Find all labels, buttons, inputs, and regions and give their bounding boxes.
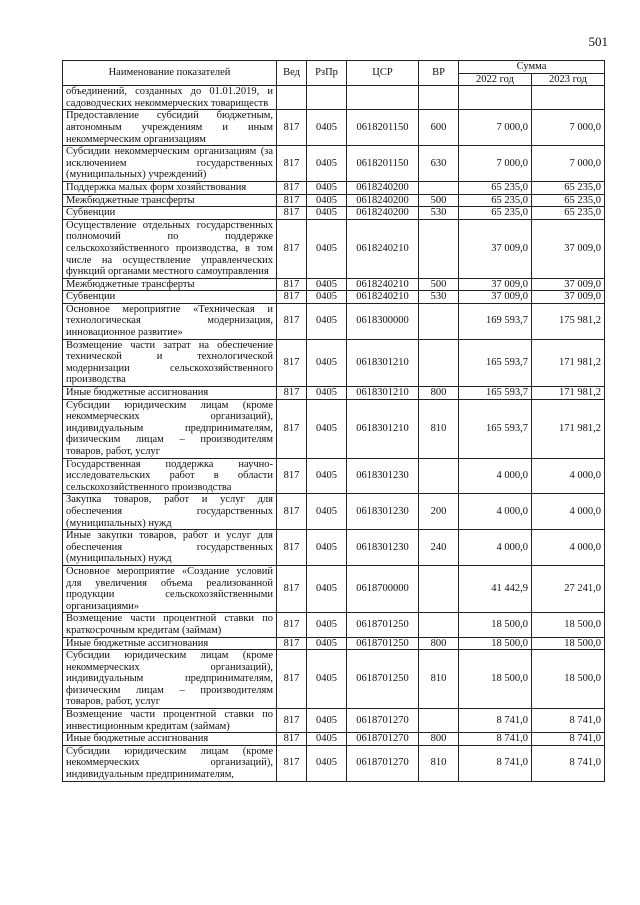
cell-name: Основное мероприятие «Создание условий для увеличения объема реализованной продукции сельскохозяйственными организациями» — [63, 565, 277, 612]
cell-sum-2022: 65 235,0 — [459, 207, 532, 220]
cell-csr: 0618301210 — [347, 339, 419, 386]
cell-csr: 0618301210 — [347, 387, 419, 400]
cell-ved: 817 — [277, 110, 307, 146]
table-row — [63, 650, 605, 709]
cell-rzpr: 0405 — [307, 565, 347, 612]
cell-vr — [419, 303, 459, 339]
cell-sum-2023: 4 000,0 — [532, 494, 605, 530]
cell-sum-2022: 7 000,0 — [459, 146, 532, 182]
cell-ved: 817 — [277, 733, 307, 746]
table-row — [63, 387, 605, 400]
cell-vr: 200 — [419, 494, 459, 530]
cell-name: Закупка товаров, работ и услуг для обеспечения государственных (муниципальных) нужд — [63, 494, 277, 530]
cell-csr: 0618201150 — [347, 110, 419, 146]
cell-sum-2023 — [532, 86, 605, 110]
cell-name: Возмещение части затрат на обеспечение технической и технологической модернизации сельскохозяйственного производства — [63, 339, 277, 386]
cell-name: Субсидии юридическим лицам (кроме некоммерческих организаций), индивидуальным предпринимателям, — [63, 745, 277, 781]
cell-csr: 0618240210 — [347, 291, 419, 304]
cell-rzpr: 0405 — [307, 387, 347, 400]
cell-sum-2023: 8 741,0 — [532, 745, 605, 781]
cell-name: Иные закупки товаров, работ и услуг для обеспечения государственных (муниципальных) нужд — [63, 530, 277, 566]
cell-sum-2023: 37 009,0 — [532, 219, 605, 278]
cell-sum-2022: 37 009,0 — [459, 219, 532, 278]
cell-name: Основное мероприятие «Техническая и технологическая модернизация, инновационное развитие» — [63, 303, 277, 339]
cell-sum-2023: 27 241,0 — [532, 565, 605, 612]
cell-sum-2022: 165 593,7 — [459, 387, 532, 400]
cell-sum-2023: 37 009,0 — [532, 278, 605, 291]
table-row — [63, 181, 605, 194]
cell-ved: 817 — [277, 194, 307, 207]
table-row — [63, 399, 605, 458]
cell-sum-2022: 18 500,0 — [459, 637, 532, 650]
cell-ved: 817 — [277, 303, 307, 339]
cell-sum-2023: 18 500,0 — [532, 650, 605, 709]
cell-vr — [419, 565, 459, 612]
cell-name: Субсидии некоммерческим организациям (за исключением государственных (муниципальных) учреждений) — [63, 146, 277, 182]
cell-sum-2022: 7 000,0 — [459, 110, 532, 146]
cell-sum-2023: 65 235,0 — [532, 194, 605, 207]
cell-name: Межбюджетные трансферты — [63, 194, 277, 207]
cell-sum-2023: 7 000,0 — [532, 110, 605, 146]
cell-vr: 240 — [419, 530, 459, 566]
cell-sum-2023: 171 981,2 — [532, 387, 605, 400]
cell-rzpr: 0405 — [307, 146, 347, 182]
cell-sum-2022: 65 235,0 — [459, 181, 532, 194]
cell-ved: 817 — [277, 530, 307, 566]
cell-ved: 817 — [277, 278, 307, 291]
header-year-2022: 2022 год — [459, 73, 532, 86]
table-row — [63, 339, 605, 386]
cell-sum-2022: 41 442,9 — [459, 565, 532, 612]
cell-csr: 0618301230 — [347, 494, 419, 530]
cell-sum-2023: 8 741,0 — [532, 733, 605, 746]
cell-csr — [347, 86, 419, 110]
cell-vr: 630 — [419, 146, 459, 182]
cell-rzpr: 0405 — [307, 637, 347, 650]
cell-csr: 0618300000 — [347, 303, 419, 339]
cell-name: Иные бюджетные ассигнования — [63, 637, 277, 650]
cell-rzpr: 0405 — [307, 219, 347, 278]
header-ved: Вед — [277, 61, 307, 86]
cell-csr: 0618240200 — [347, 181, 419, 194]
cell-name: Предоставление субсидий бюджетным, автономным учреждениям и иным некоммерческим организациям — [63, 110, 277, 146]
cell-csr: 0618701270 — [347, 733, 419, 746]
cell-vr: 600 — [419, 110, 459, 146]
cell-name: Поддержка малых форм хозяйствования — [63, 181, 277, 194]
header-vr: ВР — [419, 61, 459, 86]
cell-rzpr: 0405 — [307, 278, 347, 291]
cell-sum-2022: 37 009,0 — [459, 291, 532, 304]
cell-vr: 800 — [419, 387, 459, 400]
table-row — [63, 745, 605, 781]
cell-rzpr: 0405 — [307, 733, 347, 746]
cell-sum-2022: 169 593,7 — [459, 303, 532, 339]
cell-vr — [419, 709, 459, 733]
cell-rzpr: 0405 — [307, 494, 347, 530]
cell-vr: 810 — [419, 399, 459, 458]
cell-sum-2022: 37 009,0 — [459, 278, 532, 291]
cell-vr: 500 — [419, 194, 459, 207]
cell-sum-2022 — [459, 86, 532, 110]
cell-sum-2023: 65 235,0 — [532, 181, 605, 194]
table-row — [63, 110, 605, 146]
cell-csr: 0618240210 — [347, 219, 419, 278]
cell-name: Иные бюджетные ассигнования — [63, 733, 277, 746]
cell-ved: 817 — [277, 458, 307, 494]
cell-sum-2023: 37 009,0 — [532, 291, 605, 304]
cell-csr: 0618301210 — [347, 399, 419, 458]
cell-rzpr: 0405 — [307, 194, 347, 207]
cell-name: Возмещение части процентной ставки по краткосрочным кредитам (займам) — [63, 613, 277, 637]
table-row — [63, 194, 605, 207]
cell-ved: 817 — [277, 219, 307, 278]
cell-ved: 817 — [277, 709, 307, 733]
cell-sum-2023: 7 000,0 — [532, 146, 605, 182]
cell-rzpr: 0405 — [307, 303, 347, 339]
cell-name: Межбюджетные трансферты — [63, 278, 277, 291]
cell-sum-2023: 175 981,2 — [532, 303, 605, 339]
cell-sum-2023: 8 741,0 — [532, 709, 605, 733]
cell-ved: 817 — [277, 565, 307, 612]
cell-ved: 817 — [277, 181, 307, 194]
cell-ved — [277, 86, 307, 110]
cell-sum-2023: 18 500,0 — [532, 613, 605, 637]
table-row — [63, 278, 605, 291]
cell-name: Субвенции — [63, 207, 277, 220]
cell-vr — [419, 458, 459, 494]
table-row — [63, 207, 605, 220]
cell-vr: 810 — [419, 745, 459, 781]
cell-rzpr: 0405 — [307, 181, 347, 194]
table-row — [63, 494, 605, 530]
cell-sum-2022: 4 000,0 — [459, 458, 532, 494]
cell-name: Иные бюджетные ассигнования — [63, 387, 277, 400]
cell-vr — [419, 339, 459, 386]
cell-csr: 0618301230 — [347, 458, 419, 494]
cell-csr: 0618700000 — [347, 565, 419, 612]
cell-sum-2022: 4 000,0 — [459, 530, 532, 566]
cell-rzpr: 0405 — [307, 745, 347, 781]
cell-ved: 817 — [277, 745, 307, 781]
cell-sum-2022: 4 000,0 — [459, 494, 532, 530]
cell-ved: 817 — [277, 637, 307, 650]
cell-sum-2023: 18 500,0 — [532, 637, 605, 650]
cell-vr — [419, 181, 459, 194]
table-row — [63, 86, 605, 110]
cell-sum-2022: 165 593,7 — [459, 399, 532, 458]
cell-sum-2022: 8 741,0 — [459, 709, 532, 733]
cell-sum-2023: 65 235,0 — [532, 207, 605, 220]
table-row — [63, 530, 605, 566]
cell-csr: 0618240200 — [347, 194, 419, 207]
cell-rzpr: 0405 — [307, 709, 347, 733]
cell-ved: 817 — [277, 399, 307, 458]
cell-csr: 0618201150 — [347, 146, 419, 182]
cell-csr: 0618240200 — [347, 207, 419, 220]
table-row — [63, 733, 605, 746]
cell-ved: 817 — [277, 494, 307, 530]
cell-sum-2022: 165 593,7 — [459, 339, 532, 386]
cell-rzpr — [307, 86, 347, 110]
table-row — [63, 219, 605, 278]
cell-name: Субвенции — [63, 291, 277, 304]
cell-vr: 810 — [419, 650, 459, 709]
budget-table — [62, 60, 605, 782]
table-row — [63, 458, 605, 494]
header-year-2023: 2023 год — [532, 73, 605, 86]
cell-csr: 0618701270 — [347, 745, 419, 781]
cell-sum-2023: 171 981,2 — [532, 399, 605, 458]
cell-rzpr: 0405 — [307, 207, 347, 220]
cell-name: Возмещение части процентной ставки по инвестиционным кредитам (займам) — [63, 709, 277, 733]
cell-sum-2023: 171 981,2 — [532, 339, 605, 386]
cell-rzpr: 0405 — [307, 110, 347, 146]
cell-name: Осуществление отдельных государственных полномочий по поддержке сельскохозяйственного производства, в том числе на осуществление управленческих функций органами местного самоуправления — [63, 219, 277, 278]
page-number: 501 — [588, 34, 608, 49]
cell-vr — [419, 86, 459, 110]
table-row — [63, 291, 605, 304]
cell-ved: 817 — [277, 650, 307, 709]
cell-ved: 817 — [277, 291, 307, 304]
cell-sum-2022: 65 235,0 — [459, 194, 532, 207]
cell-vr: 530 — [419, 291, 459, 304]
cell-sum-2022: 8 741,0 — [459, 733, 532, 746]
header-csr: ЦСР — [347, 61, 419, 86]
cell-sum-2022: 18 500,0 — [459, 650, 532, 709]
cell-ved: 817 — [277, 146, 307, 182]
cell-rzpr: 0405 — [307, 613, 347, 637]
cell-rzpr: 0405 — [307, 650, 347, 709]
cell-csr: 0618701270 — [347, 709, 419, 733]
header-name: Наименование показателей — [63, 61, 277, 86]
cell-rzpr: 0405 — [307, 458, 347, 494]
header-rzpr: РзПр — [307, 61, 347, 86]
cell-csr: 0618701250 — [347, 637, 419, 650]
table-row — [63, 613, 605, 637]
cell-vr: 800 — [419, 733, 459, 746]
cell-sum-2022: 8 741,0 — [459, 745, 532, 781]
cell-csr: 0618701250 — [347, 650, 419, 709]
cell-name: Субсидии юридическим лицам (кроме некоммерческих организаций), индивидуальным предпринимателям, физическим лицам – производителям товаров, работ, услуг — [63, 399, 277, 458]
cell-rzpr: 0405 — [307, 530, 347, 566]
cell-ved: 817 — [277, 207, 307, 220]
cell-ved: 817 — [277, 387, 307, 400]
cell-vr: 500 — [419, 278, 459, 291]
cell-ved: 817 — [277, 613, 307, 637]
header-sum: Сумма — [459, 61, 605, 74]
table-row — [63, 565, 605, 612]
cell-rzpr: 0405 — [307, 339, 347, 386]
cell-vr: 530 — [419, 207, 459, 220]
cell-sum-2023: 4 000,0 — [532, 530, 605, 566]
cell-rzpr: 0405 — [307, 399, 347, 458]
table-body — [63, 86, 605, 781]
cell-vr: 800 — [419, 637, 459, 650]
cell-sum-2022: 18 500,0 — [459, 613, 532, 637]
cell-csr: 0618240210 — [347, 278, 419, 291]
table-row — [63, 146, 605, 182]
cell-sum-2023: 4 000,0 — [532, 458, 605, 494]
table-row — [63, 303, 605, 339]
cell-csr: 0618701250 — [347, 613, 419, 637]
table-row — [63, 637, 605, 650]
cell-rzpr: 0405 — [307, 291, 347, 304]
cell-name: объединений, созданных до 01.01.2019, и садоводческих некоммерческих товариществ — [63, 86, 277, 110]
cell-name: Субсидии юридическим лицам (кроме некоммерческих организаций), индивидуальным предпринимателям, физическим лицам – производителям товаров, работ, услуг — [63, 650, 277, 709]
cell-csr: 0618301230 — [347, 530, 419, 566]
cell-vr — [419, 613, 459, 637]
cell-vr — [419, 219, 459, 278]
cell-name: Государственная поддержка научно-исследовательских работ в области сельскохозяйственного производства — [63, 458, 277, 494]
table-row — [63, 709, 605, 733]
cell-ved: 817 — [277, 339, 307, 386]
